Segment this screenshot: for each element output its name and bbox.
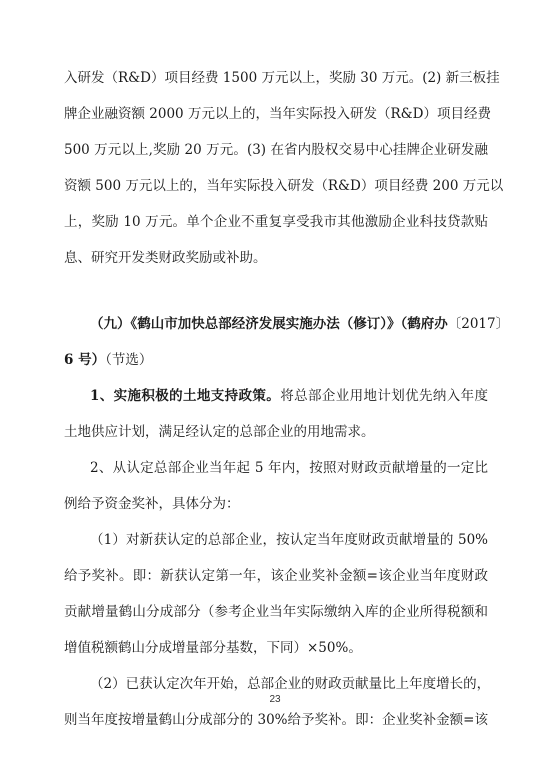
text-line: 土地供应计划，满足经认定的总部企业的用地需求。	[64, 424, 375, 440]
paragraph-gap	[64, 276, 488, 306]
section-heading-9	[64, 306, 510, 378]
text-line: （2）已获认定次年开始，总部企业的财政贡献量比上年度增长的，	[90, 676, 491, 692]
section-title-excerpt-note: （节选）	[105, 352, 153, 368]
text-line: 增值税额鹤山分成增量部分基数，下同）×50%。	[64, 640, 362, 656]
page-number: 23	[269, 694, 281, 705]
text-line: 给予奖补。即：新获认定第一年，该企业奖补金额=该企业当年度财政	[64, 568, 488, 584]
text-line: 2、从认定总部企业当年起 5 年内，按照对财政贡献增量的一定比	[90, 460, 488, 476]
item-1-text: 将总部企业用地计划优先纳入年度	[280, 388, 488, 404]
text-line: 牌企业融资额 2000 万元以上的，当年实际投入研发（R&D）项目经费	[64, 106, 491, 122]
text-line: 息、研究开发类财政奖励或补助。	[64, 250, 267, 266]
text-line: （1）对新获认定的总部企业，按认定当年度财政贡献增量的 50%	[90, 532, 488, 548]
text-line: 例给予资金奖补，具体分为：	[64, 496, 240, 512]
paragraph-rd-rewards	[64, 60, 504, 276]
text-line: 500 万元以上,奖励 20 万元。(3) 在省内股权交易中心挂牌企业研发融	[64, 142, 488, 158]
section-title-doc-number: 6 号）	[64, 352, 106, 368]
item-1-lead: 1、实施积极的土地支持政策。	[90, 388, 281, 404]
text-line: 上，奖励 10 万元。单个企业不重复享受我市其他激励企业科技贷款贴	[64, 214, 488, 230]
text-line: 资额 500 万元以上的，当年实际投入研发（R&D）项目经费 200 万元以	[64, 178, 504, 194]
section-title-bold: （九）《鹤山市加快总部经济发展实施办法（修订）》（鹤府办	[90, 316, 448, 332]
section-title-doc-year: 〔2017〕	[447, 316, 510, 332]
item-2-fund-rewards	[64, 450, 488, 522]
document-page	[64, 60, 510, 738]
text-line	[64, 378, 488, 414]
section-heading-line	[64, 306, 510, 342]
text-line: 贡献增量鹤山分成部分（参考企业当年实际缴纳入库的企业所得税额和	[64, 604, 488, 620]
text-line: 入研发（R&D）项目经费 1500 万元以上，奖励 30 万元。(2) 新三板挂	[64, 70, 500, 86]
item-1-land-policy	[64, 378, 488, 450]
section-heading-line	[64, 342, 488, 378]
sub-item-1-new-hq	[64, 522, 488, 666]
text-line: 则当年度按增量鹤山分成部分的 30%给予奖补。即：企业奖补金额=该	[64, 712, 488, 728]
